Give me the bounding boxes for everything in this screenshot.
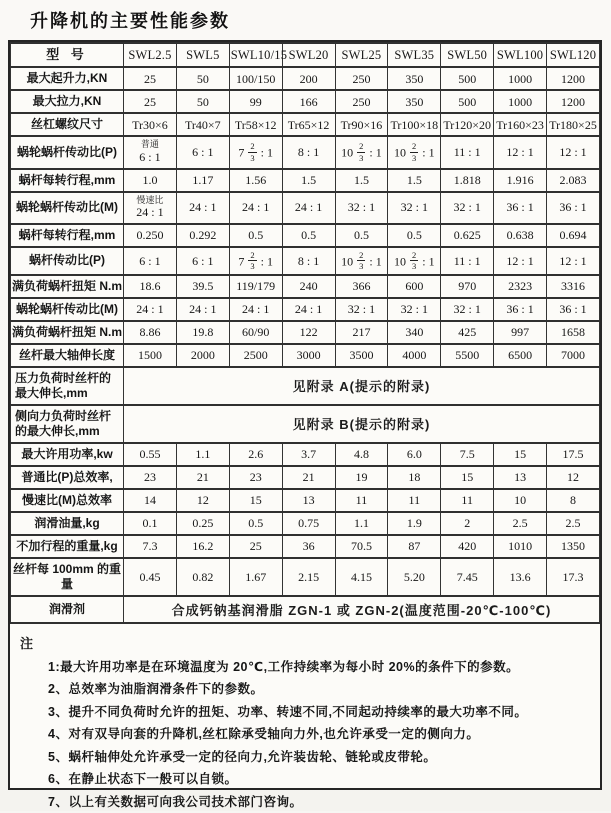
value-cell: 2000 [176, 344, 229, 367]
value-cell: 32 : 1 [335, 298, 388, 321]
value-cell: 0.625 [441, 224, 494, 247]
value-cell: 1.818 [441, 169, 494, 192]
value-cell: 1000 [494, 90, 547, 113]
value-cell: 普通 6 : 1 [124, 136, 177, 168]
value-cell: 32 : 1 [441, 298, 494, 321]
table-row [11, 67, 600, 90]
value-cell: 0.82 [176, 558, 229, 596]
value-cell: 11 [388, 489, 441, 512]
value-cell: 6.0 [388, 443, 441, 466]
value-cell: 119/179 [229, 275, 282, 298]
value-cell: 4.15 [335, 558, 388, 596]
notes-label: 注 [20, 635, 34, 651]
model-header: SWL2.5 [124, 43, 177, 67]
value-cell: Tr90×16 [335, 113, 388, 136]
value-cell: 32 : 1 [335, 192, 388, 224]
value-cell: 0.5 [388, 224, 441, 247]
row-label: 压力负荷时丝杆的 最大伸长,mm [11, 367, 124, 405]
value-cell: 1500 [124, 344, 177, 367]
value-cell: 99 [229, 90, 282, 113]
value-cell: 8 : 1 [282, 136, 335, 168]
span-value-cell: 合成钙钠基润滑脂 ZGN-1 或 ZGN-2(温度范围-20℃-100℃) [124, 596, 600, 623]
row-label: 最大许用功率,kw [11, 443, 124, 466]
row-label: 蜗杆每转行程,mm [11, 224, 124, 247]
value-cell: 10 $\frac{2}{3}$ : 1 [388, 247, 441, 275]
fraction: $\frac{2}{3}$ [250, 141, 255, 163]
value-cell: 24 : 1 [229, 298, 282, 321]
value-cell: 60/90 [229, 321, 282, 344]
value-cell: 0.694 [547, 224, 600, 247]
row-label: 蜗轮蜗杆传动比(P) [11, 136, 124, 168]
table-row [11, 224, 600, 247]
note-item: 1:最大许用功率是在环境温度为 20℃,工作持续率为每小时 20%的条件下的参数。 [48, 659, 520, 674]
model-header: SWL20 [282, 43, 335, 67]
row-label: 蜗轮蜗杆传动比(M) [11, 298, 124, 321]
row-label: 润滑剂 [11, 596, 124, 623]
value-cell: 6 : 1 [124, 247, 177, 275]
value-cell: 1000 [494, 67, 547, 90]
value-cell: 19.8 [176, 321, 229, 344]
value-cell: 1.5 [388, 169, 441, 192]
value-cell: 17.5 [547, 443, 600, 466]
row-label: 慢速比(M)总效率 [11, 489, 124, 512]
value-cell: 0.75 [282, 512, 335, 535]
value-cell: 15 [494, 443, 547, 466]
value-cell: 1.56 [229, 169, 282, 192]
table-row [11, 247, 600, 275]
value-cell: 2.5 [494, 512, 547, 535]
value-cell: 25 [124, 90, 177, 113]
row-label: 普通比(P)总效率, [11, 466, 124, 489]
value-cell: 350 [388, 90, 441, 113]
page-title: 升降机的主要性能参数 [30, 11, 230, 31]
value-cell: 32 : 1 [441, 192, 494, 224]
value-cell: 36 [282, 535, 335, 558]
value-cell: 慢速比 24 : 1 [124, 192, 177, 224]
note-item: 7、以上有关数据可向我公司技术部门咨询。 [48, 794, 303, 809]
spec-table-body [11, 67, 600, 623]
value-cell: 1.1 [176, 443, 229, 466]
value-cell: 2 [441, 512, 494, 535]
value-cell: 1.0 [124, 169, 177, 192]
model-header: SWL100 [494, 43, 547, 67]
value-cell: 7.45 [441, 558, 494, 596]
value-cell: 7.3 [124, 535, 177, 558]
value-cell: 87 [388, 535, 441, 558]
table-row [11, 405, 600, 443]
table-row [11, 136, 600, 168]
note-item: 5、蜗杆轴伸处允许承受一定的径向力,允许装齿轮、链轮或皮带轮。 [48, 749, 437, 764]
note-item: 4、对有双导向套的升降机,丝杠除承受轴向力外,也允许承受一定的侧向力。 [48, 727, 480, 742]
value-cell: 12 : 1 [494, 247, 547, 275]
value-cell: 166 [282, 90, 335, 113]
value-cell: 1.17 [176, 169, 229, 192]
table-row [11, 443, 600, 466]
value-cell: 3500 [335, 344, 388, 367]
value-cell: Tr30×6 [124, 113, 177, 136]
value-cell: 122 [282, 321, 335, 344]
table-row [11, 275, 600, 298]
value-cell: 10 $\frac{2}{3}$ : 1 [388, 136, 441, 168]
value-cell: 500 [441, 67, 494, 90]
row-label: 蜗杆每转行程,mm [11, 169, 124, 192]
note-item: 2、总效率为油脂润滑条件下的参数。 [48, 682, 264, 697]
value-cell: 1.1 [335, 512, 388, 535]
value-cell: 12 [176, 489, 229, 512]
value-cell: 0.45 [124, 558, 177, 596]
value-cell: 19 [335, 466, 388, 489]
value-cell: Tr160×23 [494, 113, 547, 136]
spec-table [10, 42, 600, 624]
value-cell: 23 [229, 466, 282, 489]
value-cell: 8 : 1 [282, 247, 335, 275]
row-label: 丝杆最大轴伸长度 [11, 344, 124, 367]
value-cell: 24 : 1 [282, 298, 335, 321]
value-cell: 3316 [547, 275, 600, 298]
value-cell: 23 [124, 466, 177, 489]
fraction: $\frac{2}{3}$ [412, 249, 417, 272]
value-cell: 11 [335, 489, 388, 512]
value-cell: 1350 [547, 535, 600, 558]
value-cell: Tr40×7 [176, 113, 229, 136]
value-cell: 11 [441, 489, 494, 512]
corner-label: 型 号 [11, 43, 124, 67]
value-cell: 6 : 1 [176, 247, 229, 275]
value-cell: 15 [229, 489, 282, 512]
value-cell: 50 [176, 90, 229, 113]
value-cell: 24 : 1 [176, 192, 229, 224]
value-cell: 1010 [494, 535, 547, 558]
value-cell: 0.1 [124, 512, 177, 535]
value-cell: 350 [388, 67, 441, 90]
value-cell: 6500 [494, 344, 547, 367]
value-cell: 970 [441, 275, 494, 298]
row-label: 满负荷蜗杆扭矩 N.m [11, 321, 124, 344]
value-cell: 240 [282, 275, 335, 298]
value-cell: 25 [124, 67, 177, 90]
table-row [11, 466, 600, 489]
row-label: 丝杆每 100mm 的重量 [11, 558, 124, 596]
value-cell: 2.083 [547, 169, 600, 192]
table-row [11, 321, 600, 344]
value-cell: 12 : 1 [494, 136, 547, 168]
fraction: $\frac{2}{3}$ [359, 249, 364, 272]
cell-qualifier: 慢速比 [136, 194, 164, 205]
value-cell: 7 $\frac{2}{3}$ : 1 [229, 247, 282, 275]
value-cell: 70.5 [335, 535, 388, 558]
value-cell: 36 : 1 [547, 298, 600, 321]
value-cell: 2.15 [282, 558, 335, 596]
value-cell: 3.7 [282, 443, 335, 466]
model-header: SWL50 [441, 43, 494, 67]
row-label: 蜗杆传动比(P) [11, 247, 124, 275]
model-header-row [11, 43, 600, 67]
table-row [11, 169, 600, 192]
value-cell: 12 : 1 [547, 136, 600, 168]
value-cell: 997 [494, 321, 547, 344]
value-cell: 18.6 [124, 275, 177, 298]
value-cell: 32 : 1 [388, 298, 441, 321]
value-cell: 7.5 [441, 443, 494, 466]
table-row [11, 90, 600, 113]
spec-table-head [11, 43, 600, 67]
value-cell: 100/150 [229, 67, 282, 90]
value-cell: 2323 [494, 275, 547, 298]
value-cell: 25 [229, 535, 282, 558]
fraction: $\frac{2}{3}$ [412, 141, 417, 163]
value-cell: 24 : 1 [229, 192, 282, 224]
value-cell: 0.5 [282, 224, 335, 247]
table-row [11, 367, 600, 405]
value-cell: 1.5 [282, 169, 335, 192]
table-row [11, 113, 600, 136]
document-frame [8, 40, 602, 809]
value-cell: 217 [335, 321, 388, 344]
value-cell: 250 [335, 90, 388, 113]
row-label: 侧向力负荷时丝杆 的最大伸长,mm [11, 405, 124, 443]
value-cell: 1.9 [388, 512, 441, 535]
value-cell: 1658 [547, 321, 600, 344]
value-cell: 5.20 [388, 558, 441, 596]
row-label: 满负荷蜗杆扭矩 N.m [11, 275, 124, 298]
value-cell: 3000 [282, 344, 335, 367]
value-cell: 24 : 1 [176, 298, 229, 321]
value-cell: 17.3 [547, 558, 600, 596]
value-cell: 0.55 [124, 443, 177, 466]
fraction: $\frac{2}{3}$ [359, 141, 364, 163]
value-cell: 36 : 1 [494, 192, 547, 224]
value-cell: 1200 [547, 90, 600, 113]
value-cell: 21 [176, 466, 229, 489]
value-cell: 11 : 1 [441, 136, 494, 168]
row-label: 最大起升力,KN [11, 67, 124, 90]
value-cell: 12 [547, 466, 600, 489]
value-cell: 12 : 1 [547, 247, 600, 275]
value-cell: 0.5 [229, 224, 282, 247]
row-label: 不加行程的重量,kg [11, 535, 124, 558]
note-item: 3、提升不同负荷时允许的扭矩、功率、转速不同,不同起动持续率的最大功率不同。 [48, 704, 528, 719]
value-cell: 250 [335, 67, 388, 90]
value-cell: 8 [547, 489, 600, 512]
value-cell: Tr58×12 [229, 113, 282, 136]
value-cell: 500 [441, 90, 494, 113]
table-row [11, 535, 600, 558]
value-cell: 2500 [229, 344, 282, 367]
value-cell: 36 : 1 [547, 192, 600, 224]
table-row [11, 558, 600, 596]
notes-list [20, 656, 588, 813]
table-row [11, 489, 600, 512]
value-cell: 420 [441, 535, 494, 558]
value-cell: 0.5 [335, 224, 388, 247]
model-header: SWL35 [388, 43, 441, 67]
value-cell: Tr100×18 [388, 113, 441, 136]
value-cell: 36 : 1 [494, 298, 547, 321]
value-cell: 1.916 [494, 169, 547, 192]
value-cell: 16.2 [176, 535, 229, 558]
value-cell: 200 [282, 67, 335, 90]
value-cell: 600 [388, 275, 441, 298]
value-cell: 0.25 [176, 512, 229, 535]
value-cell: 2.6 [229, 443, 282, 466]
value-cell: 0.292 [176, 224, 229, 247]
value-cell: 11 : 1 [441, 247, 494, 275]
notes-section [10, 624, 600, 813]
value-cell: 6 : 1 [176, 136, 229, 168]
value-cell: 50 [176, 67, 229, 90]
note-item: 6、在静止状态下一般可以自锁。 [48, 772, 238, 787]
value-cell: 21 [282, 466, 335, 489]
value-cell: 39.5 [176, 275, 229, 298]
span-value-cell: 见附录 A(提示的附录) [124, 367, 600, 405]
value-cell: 10 [494, 489, 547, 512]
value-cell: Tr120×20 [441, 113, 494, 136]
value-cell: 7000 [547, 344, 600, 367]
value-cell: 8.86 [124, 321, 177, 344]
value-cell: 5500 [441, 344, 494, 367]
span-value-cell: 见附录 B(提示的附录) [124, 405, 600, 443]
value-cell: 15 [441, 466, 494, 489]
value-cell: 32 : 1 [388, 192, 441, 224]
table-row [11, 192, 600, 224]
value-cell: 10 $\frac{2}{3}$ : 1 [335, 247, 388, 275]
value-cell: 340 [388, 321, 441, 344]
value-cell: Tr65×12 [282, 113, 335, 136]
table-row [11, 298, 600, 321]
value-cell: 24 : 1 [124, 298, 177, 321]
value-cell: 2.5 [547, 512, 600, 535]
value-cell: 0.5 [229, 512, 282, 535]
model-header: SWL5 [176, 43, 229, 67]
value-cell: 0.638 [494, 224, 547, 247]
value-cell: 18 [388, 466, 441, 489]
value-cell: 1200 [547, 67, 600, 90]
model-header: SWL10/15 [229, 43, 282, 67]
row-label: 润滑油量,kg [11, 512, 124, 535]
model-header: SWL120 [547, 43, 600, 67]
value-cell: 0.250 [124, 224, 177, 247]
value-cell: 7 $\frac{2}{3}$ : 1 [229, 136, 282, 168]
row-label: 丝杠螺纹尺寸 [11, 113, 124, 136]
value-cell: 10 $\frac{2}{3}$ : 1 [335, 136, 388, 168]
table-row [11, 512, 600, 535]
value-cell: 13.6 [494, 558, 547, 596]
value-cell: 13 [282, 489, 335, 512]
value-cell: 1.67 [229, 558, 282, 596]
value-cell: 1.5 [335, 169, 388, 192]
row-label: 最大拉力,KN [11, 90, 124, 113]
value-cell: 14 [124, 489, 177, 512]
table-row [11, 596, 600, 623]
row-label: 蜗轮蜗杆传动比(M) [11, 192, 124, 224]
value-cell: 4000 [388, 344, 441, 367]
value-cell: Tr180×25 [547, 113, 600, 136]
value-cell: 425 [441, 321, 494, 344]
value-cell: 366 [335, 275, 388, 298]
model-header: SWL25 [335, 43, 388, 67]
value-cell: 4.8 [335, 443, 388, 466]
value-cell: 24 : 1 [282, 192, 335, 224]
cell-qualifier: 普通 [140, 139, 159, 150]
table-row [11, 344, 600, 367]
value-cell: 13 [494, 466, 547, 489]
fraction: $\frac{2}{3}$ [250, 249, 255, 272]
